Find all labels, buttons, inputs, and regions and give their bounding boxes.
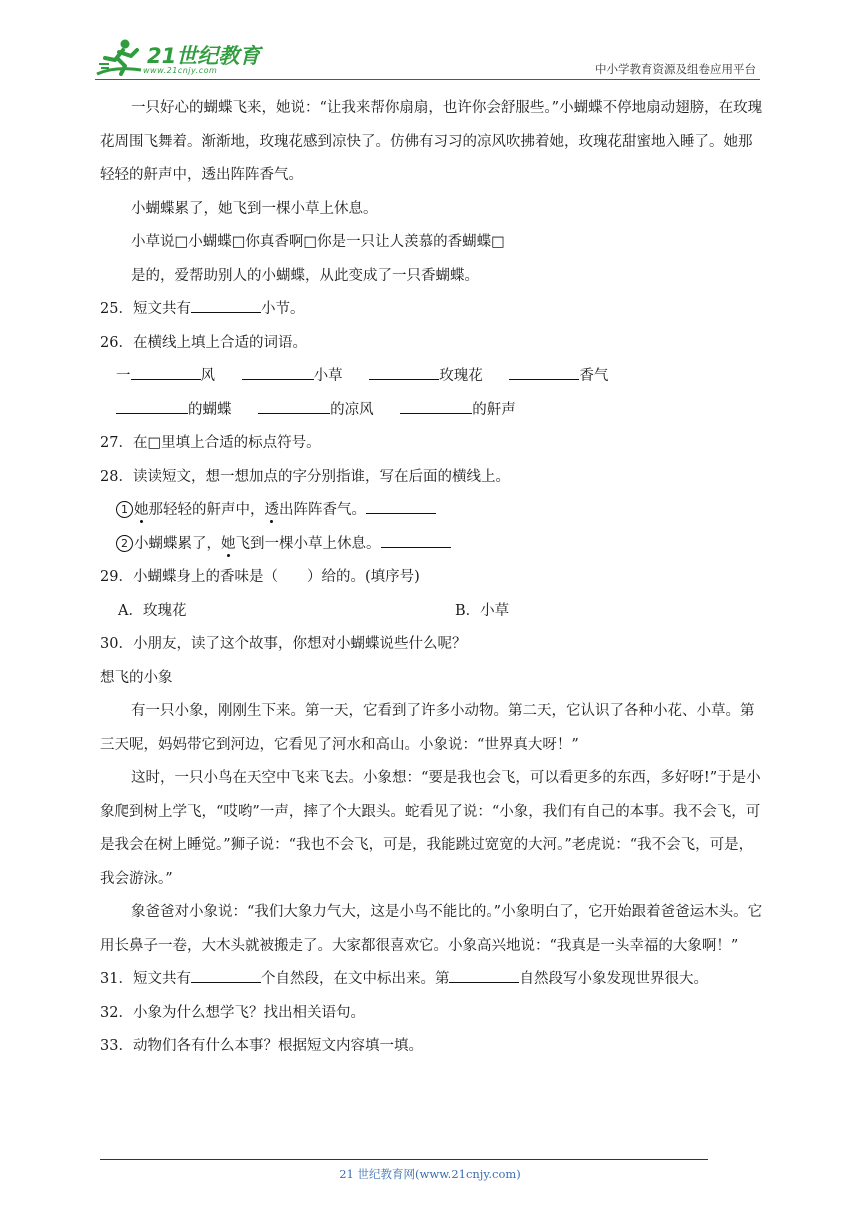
passage1-paragraph: 一只好心的蝴蝶飞来，她说：“让我来帮你扇扇，也许你会舒服些。”小蝴蝶不停地扇动翅膀，在玫瑰花周围飞舞着。渐渐地，玫瑰花感到凉快了。仿佛有习习的凉风吹拂着她，玫瑰花甜蜜地入睡了。她那轻轻的鼾声中，透出阵阵香气。 [100, 100, 763, 183]
passage2-paragraph: 象爸爸对小象说：“我们大象力气大，这是小鸟不能比的。”小象明白了，它开始跟着爸爸运木头。它用长鼻子一卷，大木头就被搬走了。大家都很喜欢它。小象高兴地说：“我真是一头幸福的大象啊！” [100, 904, 763, 954]
answer-blank[interactable] [242, 361, 314, 380]
page-content [100, 92, 765, 1064]
answer-blank[interactable] [131, 361, 201, 380]
answer-blank[interactable] [381, 529, 451, 548]
header-divider [95, 79, 760, 80]
answer-blank[interactable] [258, 395, 330, 414]
answer-blank[interactable] [366, 495, 436, 514]
page-footer: 21 世纪教育网(www.21cnjy.com) [339, 1167, 521, 1181]
question-28-title: 28．读读短文，想一想加点的字分别指谁，写在后面的横线上。 [100, 468, 510, 485]
question-27: 27．在□里填上合适的标点符号。 [100, 435, 321, 451]
question-25: 25．短文共有 小节。 [100, 293, 765, 327]
question-31: 31．短文共有 个自然段，在文中标出来。第 自然段写小象发现世界很大。 [100, 963, 765, 997]
dotted-char: 透 [264, 502, 279, 518]
question-28-item1: 1 她那轻轻的鼾声中，透出阵阵香气。 [100, 494, 765, 528]
dotted-char: 她 [221, 535, 236, 552]
runner-icon [95, 36, 147, 80]
question-33: 33．动物们各有什么本事？根据短文内容填一填。 [100, 1038, 423, 1054]
logo-text: 21世纪教育 [147, 44, 261, 68]
dotted-char: 她 [134, 502, 149, 518]
passage2-title: 想飞的小象 [100, 669, 173, 686]
logo-url: www.21cnjy.com [143, 66, 218, 75]
answer-blank[interactable] [369, 361, 439, 380]
passage1-paragraph: 小蝴蝶累了，她飞到一棵小草上休息。 [131, 200, 378, 217]
question-29-options [100, 595, 765, 629]
question-26-row1: 一 风 小草 玫瑰花 香气 [100, 360, 765, 394]
answer-blank[interactable] [509, 361, 579, 380]
question-26-title: 26．在横线上填上合适的词语。 [100, 334, 307, 351]
question-32: 32．小象为什么想学飞？找出相关语句。 [100, 1004, 365, 1021]
passage1-paragraph: 小草说□小蝴蝶□你真香啊□你是一只让人羡慕的香蝴蝶□ [131, 234, 505, 250]
passage1-paragraph: 是的，爱帮助别人的小蝴蝶，从此变成了一只香蝴蝶。 [131, 267, 479, 284]
answer-blank[interactable] [116, 395, 188, 414]
circled-number: 1 [116, 501, 133, 518]
platform-title: 中小学教育资源及组卷应用平台 [595, 62, 756, 76]
passage2-paragraph: 这时，一只小鸟在天空中飞来飞去。小象想：“要是我也会飞，可以看更多的东西，多好呀!”于是小象爬到树上学飞，“哎哟”一声，摔了个大跟头。蛇看见了说：“小象，我们有自己的本事。我不会飞，可是我会在树上睡觉。”狮子说：“我也不会飞，可是，我能跳过宽宽的大河。”老虎说：“我不会飞，可是，我会游泳。” [100, 770, 761, 887]
option-a[interactable]: A．玫瑰花 [118, 602, 187, 619]
page-header [95, 36, 760, 80]
answer-blank[interactable] [191, 294, 261, 313]
answer-blank[interactable] [400, 395, 472, 414]
circled-number: 2 [116, 535, 133, 552]
answer-blank[interactable] [449, 964, 519, 983]
footer-divider [100, 1159, 708, 1160]
passage2-paragraph: 有一只小象，刚刚生下来。第一天，它看到了许多小动物。第二天，它认识了各种小花、小草。第三天呢，妈妈带它到河边，它看见了河水和高山。小象说：“世界真大呀！” [100, 703, 755, 753]
question-26-row2: 的蝴蝶 的凉风 的鼾声 [100, 394, 765, 428]
option-b[interactable]: B．小草 [455, 602, 510, 619]
site-logo [95, 36, 275, 80]
question-28-item2: 2 小蝴蝶累了，她飞到一棵小草上休息。 [100, 528, 765, 562]
question-30: 30．小朋友，读了这个故事，你想对小蝴蝶说些什么呢？ [100, 636, 467, 652]
question-29-title: 29．小蝴蝶身上的香味是（ ）给的。(填序号) [100, 569, 420, 585]
answer-blank[interactable] [191, 964, 261, 983]
